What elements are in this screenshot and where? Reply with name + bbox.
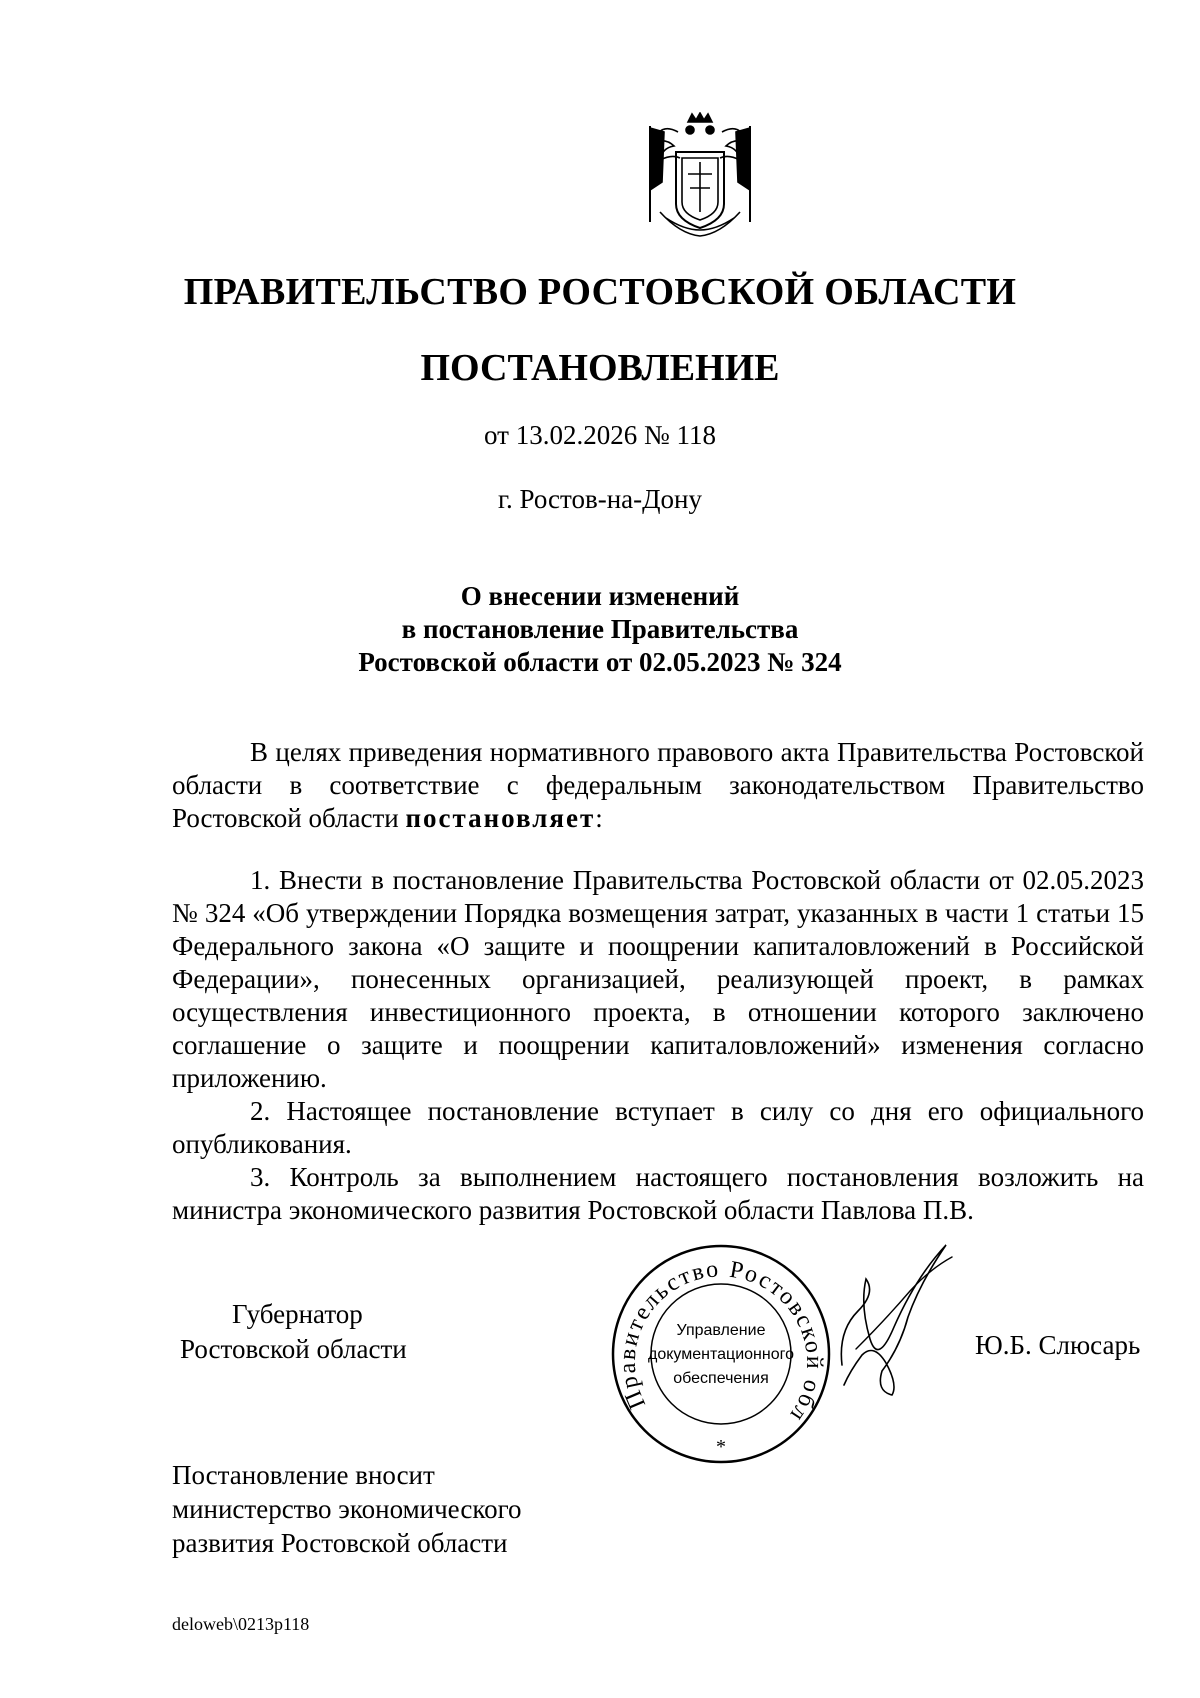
stamp-star: * [716, 1436, 726, 1458]
stamp-center-text: Управление [676, 1322, 766, 1339]
title-line: Ростовской области от 02.05.2023 № 324 [358, 647, 842, 677]
document-title [0, 580, 1200, 679]
signatory-position [180, 1297, 407, 1367]
resolution-items [172, 864, 1144, 1227]
resolution-item: 1. Внести в постановление Правительства Ростовской области от 02.05.2023 № 324 «Об утверждении Порядка возмещения затрат, указанных в части 1 статьи 15 Федерального закона «О защите и поощрении капиталовложений в Российской Федерации», понесенных организацией, реализующей проект, в рамках осуществления инвестиционного проекта, в отношении которого заключено соглашение о защите и поощрении капиталовложений» изменения согласно приложению. [172, 865, 1144, 1093]
preamble-text: В целях приведения нормативного правового акта Правительства Ростовской области в соответствие с федеральным законодательством Правительство Ростовской области [172, 737, 1144, 833]
position-line: Ростовской области [180, 1334, 407, 1364]
note-line: Постановление вносит [172, 1460, 435, 1490]
document-code: deloweb\0213p118 [172, 1614, 310, 1634]
document-date: 13.02.2026 [515, 420, 638, 450]
document-type: ПОСТАНОВЛЕНИЕ [420, 347, 780, 389]
title-line: в постановление Правительства [401, 614, 799, 644]
resolution-item: 2. Настоящее постановление вступает в силу со дня его официального опубликования. [172, 1096, 1144, 1159]
stamp-center-text: обеспечения [673, 1370, 769, 1387]
stamp-seal [610, 1243, 832, 1465]
note-line: развития Ростовской области [172, 1528, 508, 1558]
signer-name: Ю.Б. Слюсарь [975, 1330, 1141, 1360]
submitted-by-note [172, 1458, 521, 1560]
title-line: О внесении изменений [460, 581, 740, 611]
resolution-item: 3. Контроль за выполнением настоящего постановления возложить на министра экономического развития Ростовской области Павлова П.В. [172, 1162, 1144, 1225]
document-date-line [0, 420, 1200, 451]
stamp-center-text: документационного [648, 1346, 794, 1363]
handwritten-signature [836, 1235, 956, 1407]
organization-title: ПРАВИТЕЛЬСТВО РОСТОВСКОЙ ОБЛАСТИ [183, 271, 1017, 313]
document-number: 118 [676, 420, 716, 450]
number-sign: № [643, 420, 670, 450]
preamble-tail: : [595, 803, 603, 833]
document-city: г. Ростов-на-Дону [497, 484, 702, 514]
stamp-ring-text: Правительство Ростовской обл [614, 1256, 828, 1428]
date-prefix: от [484, 420, 509, 450]
signature-icon [836, 1235, 956, 1407]
preamble-emphasis: постановляет [405, 803, 596, 833]
position-line: Губернатор [232, 1299, 363, 1329]
note-line: министерство экономического [172, 1494, 522, 1524]
official-stamp [610, 1243, 832, 1465]
preamble-paragraph [172, 736, 1144, 835]
coat-of-arms-icon [640, 112, 760, 240]
coat-of-arms-emblem [640, 112, 760, 240]
